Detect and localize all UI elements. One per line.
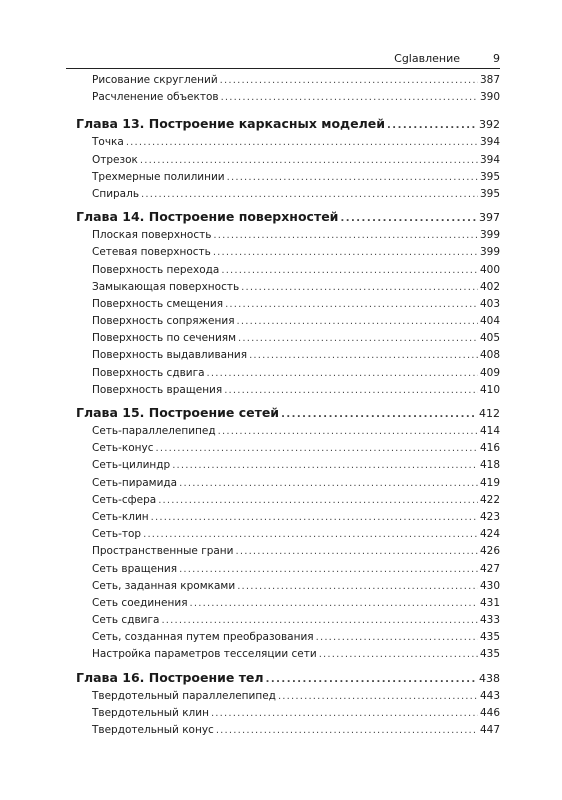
entry-page-number: 435	[479, 631, 500, 644]
toc-entry	[76, 442, 500, 459]
dot-leader	[241, 281, 478, 293]
entry-title: Сеть-клин	[92, 510, 149, 523]
dot-leader	[151, 511, 478, 523]
dot-leader	[216, 724, 478, 736]
entry-page-number: 414	[479, 425, 500, 437]
dot-leader	[238, 332, 478, 344]
toc-chapter-heading	[76, 670, 500, 690]
entry-title: Настройка параметров тесселяции сети	[92, 648, 317, 661]
toc-entry	[76, 648, 500, 665]
entry-title: Спираль	[92, 187, 140, 200]
dot-leader	[161, 614, 478, 626]
entry-title: Поверхность сопряжения	[92, 315, 235, 328]
dot-leader	[126, 136, 478, 148]
entry-title: Сеть сдвига	[92, 614, 160, 627]
dot-leader	[237, 580, 478, 592]
toc-entry	[76, 332, 500, 349]
entry-title: Поверхность перехода	[92, 263, 220, 276]
toc-entry	[76, 614, 500, 631]
entry-page-number: 438	[479, 671, 500, 685]
dot-leader	[281, 405, 477, 420]
toc-entry	[76, 91, 500, 108]
entry-page-number: 418	[479, 459, 500, 472]
toc-entry	[76, 425, 500, 442]
entry-page-number: 447	[479, 724, 500, 736]
toc-entry	[76, 631, 500, 648]
toc-entry	[76, 298, 500, 315]
dot-leader	[158, 494, 478, 506]
entry-title: Замыкающая поверхность	[92, 280, 240, 293]
dot-leader	[221, 91, 478, 103]
entry-title: Расчленение объектов	[92, 91, 219, 104]
entry-title: Рисование скруглений	[92, 74, 218, 86]
dot-leader	[190, 597, 478, 609]
chapter-title: Глава 15. Построение сетей	[76, 405, 280, 420]
entry-title: Сеть, созданная путем преобразования	[92, 631, 314, 644]
entry-page-number: 427	[479, 562, 500, 575]
toc-entry	[76, 264, 500, 281]
entry-page-number: 394	[479, 153, 500, 166]
dot-leader	[179, 477, 478, 489]
entry-title: Сеть соединения	[92, 596, 188, 609]
entry-title: Сеть вращения	[92, 562, 178, 575]
entry-page-number: 405	[479, 332, 500, 345]
page-number: 9	[493, 52, 500, 65]
entry-title: Точка	[92, 136, 124, 149]
chapter-title: Глава 13. Построение каркасных моделей	[76, 116, 386, 132]
toc-entry	[76, 74, 500, 91]
toc-entry	[76, 580, 500, 597]
toc-entry	[76, 724, 500, 741]
entry-page-number: 424	[479, 528, 500, 541]
entry-page-number: 446	[479, 706, 500, 719]
entry-title: Сеть-тор	[92, 528, 142, 541]
entry-page-number: 422	[479, 493, 500, 506]
entry-page-number: 390	[479, 91, 500, 104]
entry-page-number: 435	[479, 648, 500, 661]
entry-page-number: 443	[479, 689, 500, 702]
dot-leader	[266, 670, 477, 685]
toc-chapter-heading	[76, 209, 500, 229]
toc-entry	[76, 349, 500, 366]
entry-title: Поверхность вращения	[92, 383, 223, 396]
toc-entry	[76, 188, 500, 205]
dot-leader	[278, 690, 478, 702]
entry-page-number: 395	[479, 170, 500, 183]
dot-leader	[213, 229, 478, 241]
entry-page-number: 410	[479, 383, 500, 396]
entry-page-number: 433	[479, 614, 500, 627]
entry-page-number: 416	[479, 442, 500, 455]
entry-page-number: 431	[479, 596, 500, 609]
dot-leader	[213, 246, 478, 258]
toc-entry	[76, 229, 500, 246]
entry-page-number: 408	[479, 349, 500, 362]
entry-title: Твердотельный конус	[92, 724, 214, 736]
toc-entry	[76, 707, 500, 724]
toc-entry	[76, 563, 500, 580]
entry-title: Сеть-сфера	[92, 493, 157, 506]
entry-page-number: 395	[479, 187, 500, 200]
dot-leader	[207, 367, 478, 379]
entry-title: Поверхность по сечениям	[92, 332, 237, 345]
entry-title: Твердотельный параллелепипед	[92, 689, 276, 702]
entry-page-number: 397	[479, 211, 500, 225]
dot-leader	[340, 209, 477, 224]
dot-leader	[221, 264, 478, 276]
toc-entry	[76, 384, 500, 401]
running-header	[66, 48, 500, 69]
entry-page-number: 423	[479, 510, 500, 523]
entry-title: Сеть, заданная кромками	[92, 579, 236, 592]
entry-title: Сеть-конус	[92, 442, 154, 455]
dot-leader	[316, 631, 478, 643]
toc-chapter-heading	[76, 116, 500, 136]
entry-title: Трехмерные полилинии	[92, 170, 225, 183]
toc-entry	[76, 528, 500, 545]
toc-entry	[76, 477, 500, 494]
entry-page-number: 426	[479, 545, 500, 558]
dot-leader	[224, 384, 478, 396]
entry-title: Поверхность смещения	[92, 297, 224, 310]
dot-leader	[179, 563, 478, 575]
chapter-title: Глава 14. Построение поверхностей	[76, 209, 339, 225]
entry-page-number: 419	[479, 476, 500, 489]
toc-entry	[76, 171, 500, 188]
toc-entry	[76, 154, 500, 171]
entry-page-number: 399	[479, 229, 500, 242]
toc-entry	[76, 494, 500, 511]
dot-leader	[319, 648, 478, 660]
entry-page-number: 409	[479, 366, 500, 379]
toc-entry	[76, 246, 500, 263]
running-header-title: Сglавление	[394, 52, 460, 65]
table-of-contents	[76, 74, 500, 741]
toc-entry	[76, 367, 500, 384]
toc-chapter-heading	[76, 405, 500, 425]
toc-entry	[76, 545, 500, 562]
toc-entry	[76, 281, 500, 298]
chapter-title: Глава 16. Построение тел	[76, 669, 264, 685]
entry-title: Отрезок	[92, 153, 138, 166]
dot-leader	[225, 298, 478, 310]
entry-page-number: 403	[479, 297, 500, 310]
dot-leader	[211, 707, 478, 719]
entry-title: Пространственные грани	[92, 545, 234, 558]
entry-page-number: 399	[479, 246, 500, 259]
entry-page-number: 392	[479, 118, 500, 132]
toc-entry	[76, 459, 500, 476]
dot-leader	[387, 116, 477, 131]
dot-leader	[236, 545, 478, 557]
entry-title: Сеть-цилиндр	[92, 459, 171, 472]
entry-page-number: 400	[479, 263, 500, 276]
dot-leader	[156, 442, 478, 454]
entry-title: Сеть-параллелепипед	[92, 425, 216, 437]
entry-title: Поверхность сдвига	[92, 366, 205, 379]
entry-page-number: 430	[479, 579, 500, 592]
entry-title: Сеть-пирамида	[92, 476, 178, 489]
toc-entry	[76, 690, 500, 707]
dot-leader	[218, 425, 478, 437]
entry-page-number: 387	[479, 74, 500, 86]
toc-entry	[76, 315, 500, 332]
dot-leader	[140, 154, 478, 166]
dot-leader	[249, 349, 478, 361]
entry-page-number: 394	[479, 136, 500, 149]
entry-title: Поверхность выдавливания	[92, 349, 248, 362]
toc-entry	[76, 136, 500, 153]
entry-title: Плоская поверхность	[92, 229, 212, 242]
dot-leader	[220, 74, 478, 86]
entry-title: Твердотельный клин	[92, 706, 209, 719]
entry-page-number: 412	[479, 407, 500, 420]
toc-entry	[76, 511, 500, 528]
dot-leader	[143, 528, 478, 540]
dot-leader	[141, 188, 478, 200]
dot-leader	[237, 315, 478, 327]
entry-page-number: 404	[479, 315, 500, 328]
entry-page-number: 402	[479, 280, 500, 293]
entry-title: Сетевая поверхность	[92, 246, 211, 259]
toc-entry	[76, 597, 500, 614]
dot-leader	[172, 459, 478, 471]
dot-leader	[227, 171, 478, 183]
